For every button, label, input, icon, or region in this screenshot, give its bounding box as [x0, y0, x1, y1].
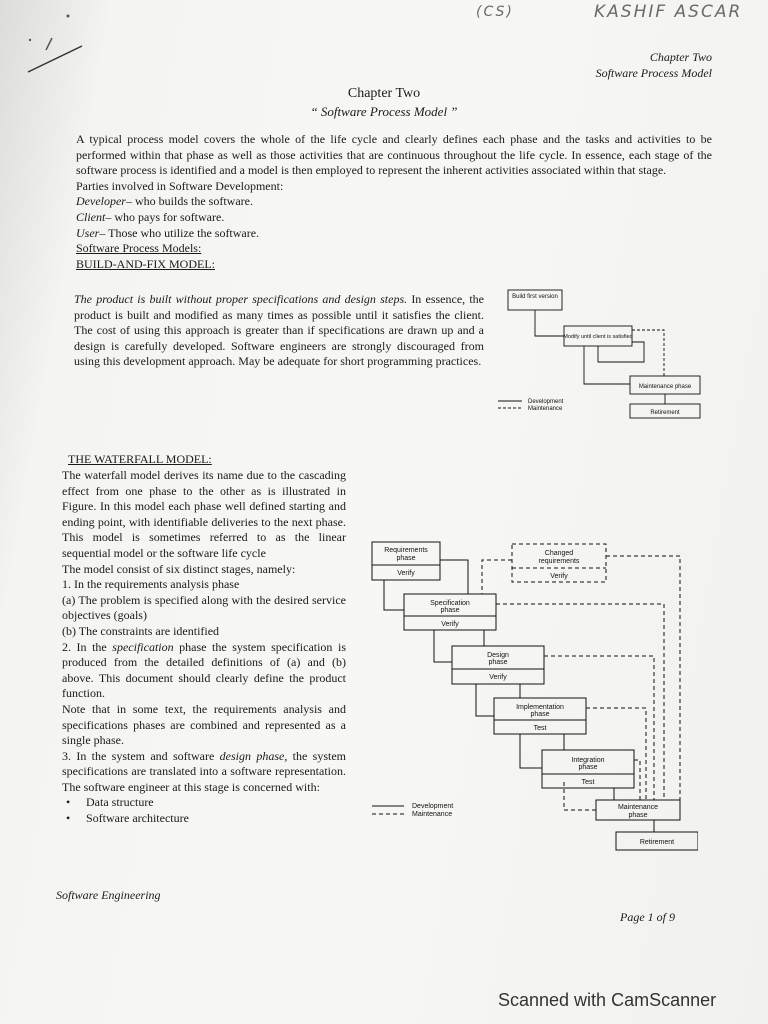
maint-label-1: Maintenance	[617, 804, 659, 811]
handwritten-note: (CS)	[476, 4, 514, 20]
changed-verify: Verify	[550, 573, 568, 580]
waterfall-stage-1b: (b) The constraints are identified	[62, 623, 220, 638]
changed-label-1: Changed	[544, 550, 574, 557]
camscanner-watermark: Scanned with CamScanner	[498, 990, 717, 1010]
party-developer: Developer– who builds the software.	[76, 194, 253, 209]
spec-verify: Verify	[441, 621, 459, 628]
build-fix-lead: The product is built without proper specifications and design steps.	[74, 292, 408, 306]
req-label-2: phase	[396, 555, 416, 562]
header-subtitle: Software Process Model	[595, 66, 712, 80]
party-client: Client– who pays for software.	[76, 209, 225, 224]
wf-legend-development: Development	[412, 803, 454, 810]
waterfall-heading: THE WATERFALL MODEL:	[68, 452, 212, 466]
waterfall-diagram	[364, 538, 698, 858]
waterfall-stage-3: 3. In the system and software design phase, the system specifications are translated into a software representation. The software engineer at this stage is concerned with:	[62, 748, 346, 794]
handwritten-name: KASHIF ASCAR	[594, 2, 743, 22]
party-user: User– Those who utilize the software.	[76, 225, 260, 240]
page-number: Page 1 of 9	[620, 910, 675, 924]
integ-label-2: phase	[578, 764, 598, 771]
impl-label-1: Implementation	[516, 704, 564, 711]
build-fix-paragraph	[74, 292, 484, 370]
models-heading: Software Process Models:	[76, 241, 202, 256]
waterfall-stage-1: 1. In the requirements analysis phase	[62, 577, 240, 592]
waterfall-stages-intro: The model consist of six distinct stages, namely:	[62, 561, 296, 576]
design-verify: Verify	[489, 674, 507, 681]
impl-test: Test	[533, 725, 547, 732]
box-build-first	[508, 290, 562, 310]
changed-label-2: requirements	[538, 558, 580, 565]
waterfall-intro: The waterfall model derives its name due to the cascading effect from one phase to the other as is illustrated in Figure. In this model each phase well defined starting and ending point, with identifiable deliveries to the next phase. This model is sometimes referred to as the linear sequential model or the software life cycle	[62, 468, 346, 560]
footer-course: Software Engineering	[56, 888, 161, 902]
legend-development: Development	[528, 399, 564, 405]
waterfall-stage-1a: (a) The problem is specified along with the desired service objectives (goals)	[62, 592, 346, 623]
design-label-2: phase	[488, 659, 508, 666]
maint-label-2: phase	[628, 812, 648, 819]
waterfall-section	[62, 468, 346, 827]
label-modify: Modify until client is satisfied	[563, 334, 633, 340]
page-subtitle: “ Software Process Model ”	[310, 104, 458, 119]
spec-label-2: phase	[440, 607, 460, 614]
label-maintenance: Maintenance phase	[638, 384, 692, 390]
page-title: Chapter Two	[347, 86, 421, 101]
build-fix-rest: In essence, the product is built and modified as many times as possible until it satisfies the client. The cost of using this approach is greater than if specifications are drawn up and a design is carefully developed. Software engineers are strongly discouraged from using this development approach. May be adequate for short programming practices.	[74, 292, 484, 369]
impl-label-2: phase	[530, 711, 550, 718]
label-build-first-1: Build first version	[512, 294, 558, 300]
intro-paragraph: A typical process model covers the whole of the life cycle and clearly defines each phase and the tasks and activities to be performed within that phase as well as those activities that are continuous throughout the life cycle. In essence, each stage of the software process is identified and a model is then employed to represent the inherent activities associated within that stage.	[76, 132, 712, 178]
bullet-software-architecture: • Software architecture	[62, 811, 346, 827]
header-chapter: Chapter Two	[649, 50, 712, 64]
req-verify: Verify	[397, 570, 415, 577]
build-fix-heading: BUILD-AND-FIX MODEL:	[76, 256, 215, 271]
spec-label-1: Specification	[430, 600, 470, 607]
waterfall-note: Note that in some text, the requirements analysis and specifications phases are combined and represented as a single phase.	[62, 701, 346, 748]
parties-heading: Parties involved in Software Development:	[76, 178, 284, 193]
build-fix-diagram	[494, 284, 714, 424]
retire-label: Retirement	[639, 839, 675, 846]
legend-maintenance: Maintenance	[528, 406, 563, 412]
wf-legend-maintenance: Maintenance	[412, 811, 453, 818]
integ-label-1: Integration	[571, 757, 605, 764]
pen-marks	[20, 10, 90, 80]
design-label-1: Design	[487, 652, 509, 659]
waterfall-stage-2: 2. In the specification phase the system specification is produced from the detailed definitions of (a) and (b) above. This document should clearly define the product function.	[62, 639, 346, 701]
intro-section	[76, 132, 712, 272]
req-label-1: Requirements	[384, 547, 428, 554]
bullet-data-structure: • Data structure	[62, 795, 346, 811]
integ-test: Test	[581, 779, 595, 786]
label-retirement: Retirement	[650, 410, 680, 416]
